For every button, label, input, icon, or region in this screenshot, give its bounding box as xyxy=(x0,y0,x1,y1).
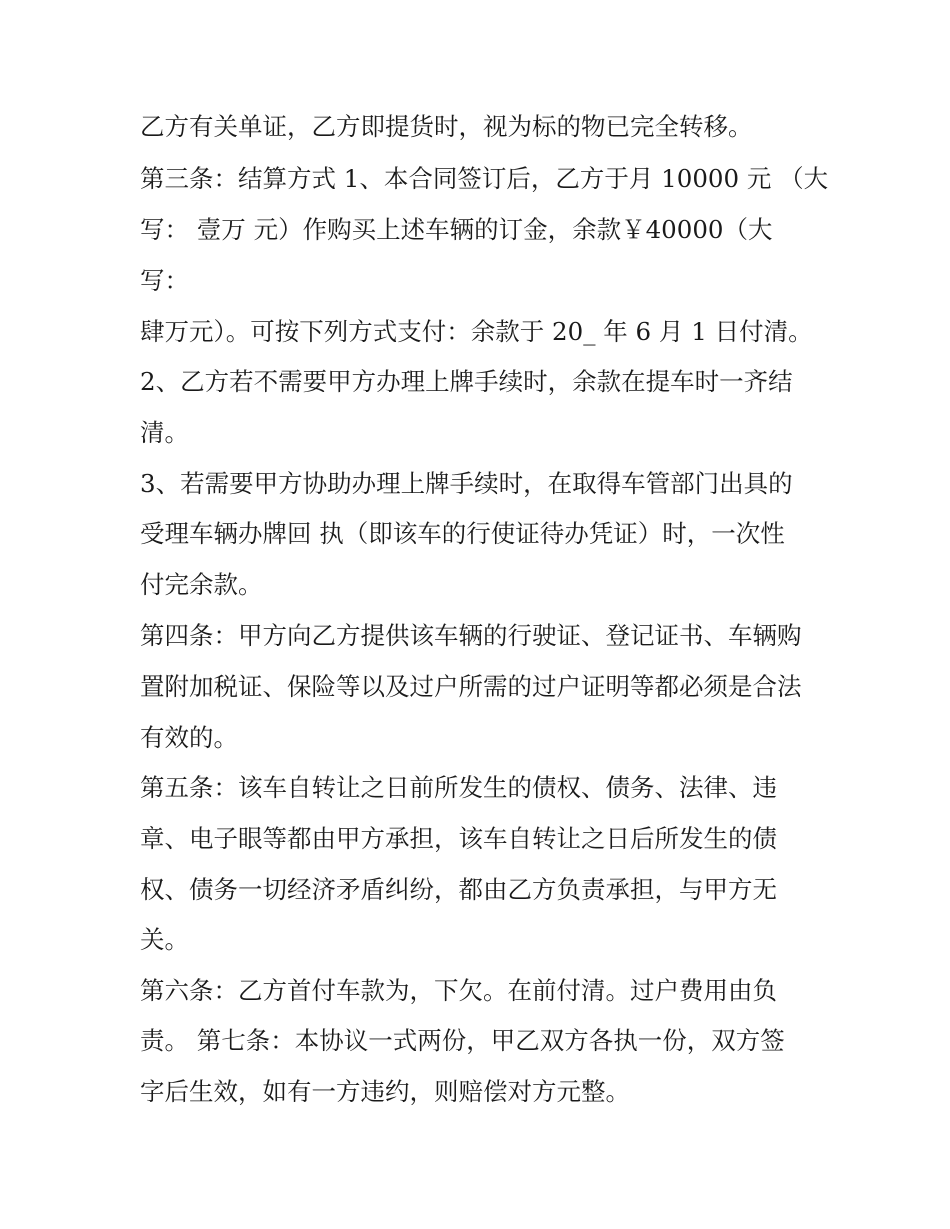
text-line: 关。 xyxy=(140,925,189,954)
text-line: 第五条：该车自转让之日前所发生的债权、债务、法律、违 xyxy=(140,773,777,802)
text-line: 第六条：乙方首付车款为，下欠。在前付清。过户费用由负 xyxy=(140,976,777,1005)
text-line: 肆万元）。可按下列方式支付：余款于 20_ 年 6 月 1 日付清。 xyxy=(140,317,813,346)
text-line: 责。 第七条：本协议一式两份，甲乙双方各执一份，双方签 xyxy=(140,1026,785,1055)
text-line: 章、电子眼等都由甲方承担，该车自转让之日后所发生的债 xyxy=(140,824,777,853)
text-line: 权、债务一切经济矛盾纠纷，都由乙方负责承担，与甲方无 xyxy=(140,875,777,904)
text-line: 字后生效，如有一方违约，则赔偿对方元整。 xyxy=(140,1077,630,1106)
text-line: 第三条：结算方式 1、本合同签订后，乙方于月 10000 元 （大 xyxy=(140,164,829,193)
text-line: 乙方有关单证，乙方即提货时，视为标的物已完全转移。 xyxy=(140,112,753,141)
text-line: 有效的。 xyxy=(140,723,238,752)
text-line: 付完余款。 xyxy=(140,570,263,599)
text-line: 3、若需要甲方协助办理上牌手续时，在取得车管部门出具的 xyxy=(140,469,793,498)
text-line: 写： xyxy=(140,266,189,295)
text-line: 写： 壹万 元）作购买上述车辆的订金，余款￥40000（大 xyxy=(140,215,773,244)
text-line: 清。 xyxy=(140,418,189,447)
text-line: 受理车辆办牌回 执（即该车的行使证待办凭证）时，一次性 xyxy=(140,519,785,548)
text-line: 第四条：甲方向乙方提供该车辆的行驶证、登记证书、车辆购 xyxy=(140,621,802,650)
text-line: 2、乙方若不需要甲方办理上牌手续时，余款在提车时一齐结 xyxy=(140,367,793,396)
text-line: 置附加税证、保险等以及过户所需的过户证明等都必须是合法 xyxy=(140,672,802,701)
